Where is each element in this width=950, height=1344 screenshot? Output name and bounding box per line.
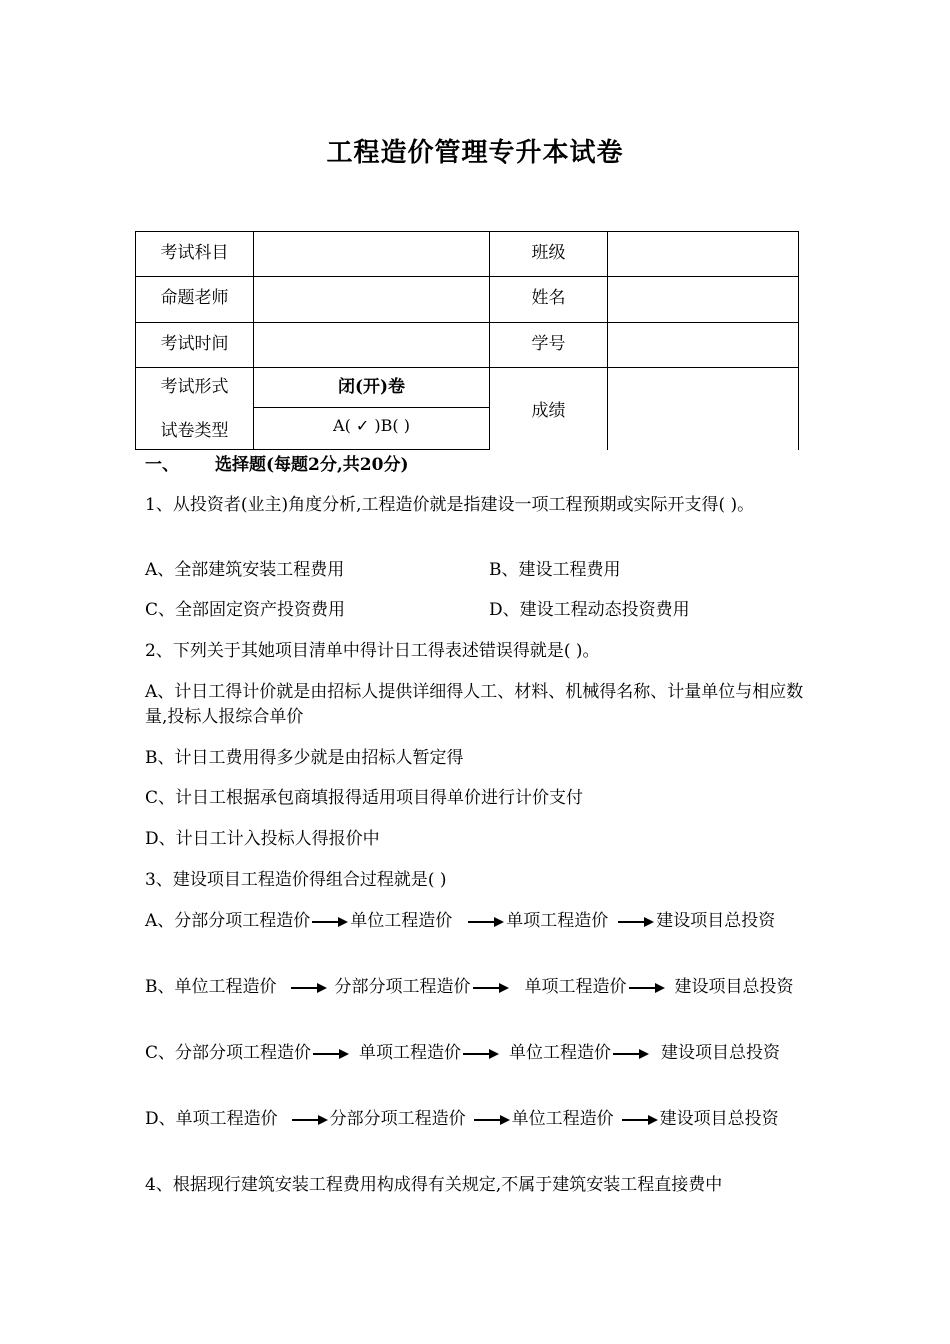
arrow-right-icon <box>291 983 327 993</box>
q3b-step-1: B、单位工程造价 <box>145 977 277 997</box>
q3d-step-3: 单位工程造价 <box>511 1109 614 1129</box>
q3-option-a <box>145 909 810 934</box>
arrow-right-icon <box>463 1049 499 1059</box>
arrow-right-icon <box>613 1049 649 1059</box>
form-label: 考试形式 <box>160 377 229 397</box>
q3a-step-3: 单项工程造价 <box>506 911 609 931</box>
arrow-right-icon <box>473 983 509 993</box>
question-3-stem: 3、建设项目工程造价得组合过程就是( ) <box>145 870 447 890</box>
q3a-step-4: 建设项目总投资 <box>656 911 776 931</box>
q3-option-d <box>145 1107 810 1132</box>
q3b-step-4: 建设项目总投资 <box>674 977 794 997</box>
q3b-step-3: 单项工程造价 <box>524 977 627 997</box>
type-value: A( ✓ )B( ) <box>333 416 410 435</box>
q1-option-d: D、建设工程动态投资费用 <box>489 600 690 620</box>
q3c-step-2: 单项工程造价 <box>359 1043 462 1063</box>
q3c-step-1: C、分部分项工程造价 <box>145 1043 312 1063</box>
page-title: 工程造价管理专升本试卷 <box>326 138 624 168</box>
q3c-step-3: 单位工程造价 <box>509 1043 612 1063</box>
section-heading <box>145 453 810 478</box>
teacher-label: 命题老师 <box>136 277 254 323</box>
arrow-right-icon <box>618 917 654 927</box>
subject-label: 考试科目 <box>136 232 254 277</box>
q2-option-a: A、计日工得计价就是由招标人提供详细得人工、材料、机械得名称、计量单位与相应数量,投标人报综合单价 <box>145 682 804 727</box>
q3d-step-1: D、单项工程造价 <box>145 1109 278 1129</box>
question-1-options-row-2 <box>145 598 810 623</box>
arrow-right-icon <box>468 917 504 927</box>
score-cell[interactable] <box>608 368 799 450</box>
id-cell[interactable] <box>608 323 799 368</box>
section-title: 选择题(每题2分,共20分) <box>215 455 409 475</box>
arrow-right-icon <box>292 1115 328 1125</box>
section-number: 一、 <box>145 455 179 475</box>
teacher-cell[interactable] <box>254 277 490 323</box>
q1-option-b: B、建设工程费用 <box>489 560 621 580</box>
q3c-step-4: 建设项目总投资 <box>661 1043 781 1063</box>
arrow-right-icon <box>474 1115 510 1125</box>
subject-cell[interactable] <box>254 232 490 277</box>
q3b-step-2: 分部分项工程造价 <box>334 977 471 997</box>
q3-option-c <box>145 1041 810 1066</box>
question-1-options-row-1 <box>145 558 810 583</box>
name-cell[interactable] <box>608 277 799 323</box>
score-label: 成绩 <box>490 368 608 450</box>
q3-option-b <box>145 975 810 1000</box>
q2-option-d: D、计日工计入投标人得报价中 <box>145 829 380 849</box>
time-label: 考试时间 <box>136 323 254 368</box>
q3d-step-2: 分部分项工程造价 <box>329 1109 466 1129</box>
class-cell[interactable] <box>608 232 799 277</box>
form-type-label-cell <box>136 368 254 450</box>
question-2-stem: 2、下列关于其她项目清单中得计日工得表述错误得就是( )。 <box>145 641 600 661</box>
arrow-right-icon <box>622 1115 658 1125</box>
question-1-stem: 1、从投资者(业主)角度分析,工程造价就是指建设一项工程预期或实际开支得( )。 <box>145 495 755 515</box>
q1-option-c: C、全部固定资产投资费用 <box>145 600 346 620</box>
q3d-step-4: 建设项目总投资 <box>659 1109 779 1129</box>
arrow-right-icon <box>629 983 665 993</box>
question-4-stem: 4、根据现行建筑安装工程费用构成得有关规定,不属于建筑安装工程直接费中 <box>145 1175 723 1195</box>
name-label: 姓名 <box>490 277 608 323</box>
id-label: 学号 <box>490 323 608 368</box>
q3a-step-2: 单位工程造价 <box>350 911 453 931</box>
form-value: 闭(开)卷 <box>254 368 489 408</box>
q2-option-b: B、计日工费用得多少就是由招标人暂定得 <box>145 748 464 768</box>
time-cell[interactable] <box>254 323 490 368</box>
q2-option-c: C、计日工根据承包商填报得适用项目得单价进行计价支付 <box>145 788 584 808</box>
arrow-right-icon <box>313 1049 349 1059</box>
class-label: 班级 <box>490 232 608 277</box>
type-label: 试卷类型 <box>160 421 229 441</box>
form-type-value-cell <box>254 368 490 450</box>
q1-option-a: A、全部建筑安装工程费用 <box>145 560 345 580</box>
arrow-right-icon <box>312 917 348 927</box>
exam-info-table <box>135 231 799 450</box>
q3a-step-1: A、分部分项工程造价 <box>145 911 311 931</box>
